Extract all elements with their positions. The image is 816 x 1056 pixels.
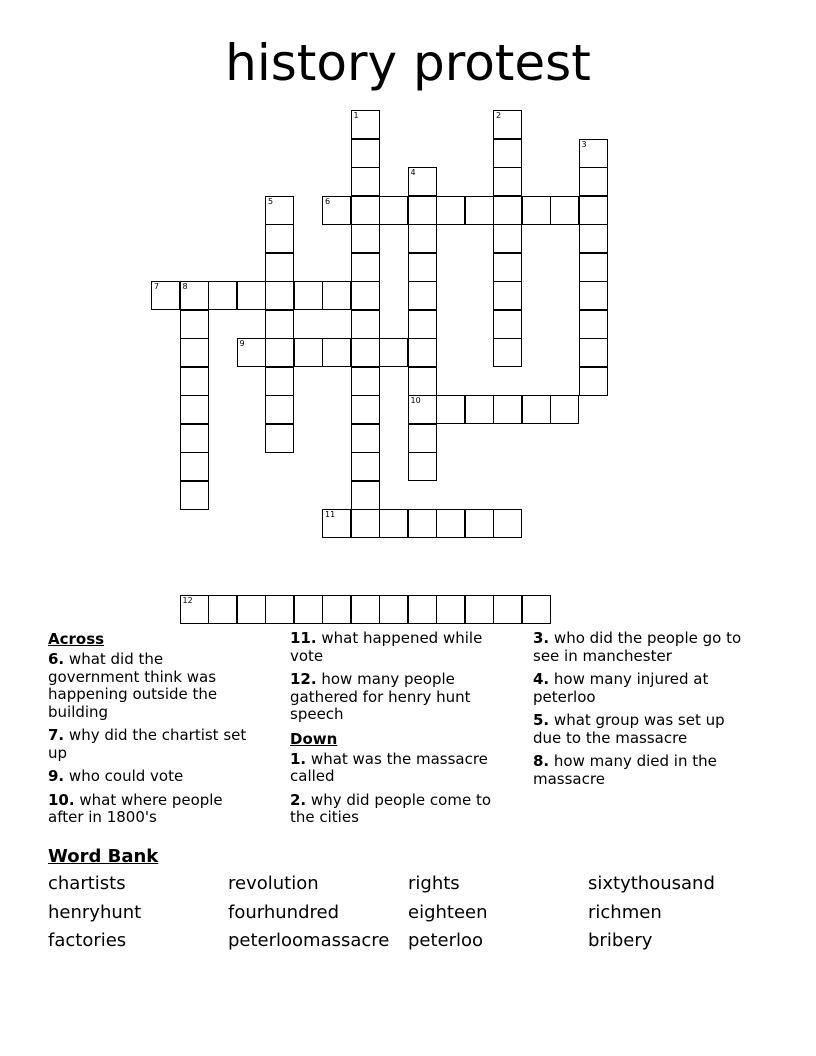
grid-cell[interactable]	[351, 110, 380, 139]
grid-cell[interactable]	[436, 395, 465, 424]
clue-down-2: 2. why did people come to the cities	[290, 790, 492, 826]
grid-cell[interactable]	[351, 167, 380, 196]
cell-number: 11	[325, 510, 336, 519]
grid-cell[interactable]	[408, 452, 437, 481]
grid-cell[interactable]	[408, 509, 437, 538]
grid-cell[interactable]	[550, 395, 579, 424]
grid-cell[interactable]	[408, 281, 437, 310]
cell-number: 12	[182, 595, 193, 605]
grid-cell[interactable]	[294, 338, 323, 367]
grid-cell[interactable]	[379, 595, 408, 624]
grid-cell[interactable]	[351, 481, 380, 510]
across-heading: Across	[48, 630, 105, 648]
clue-down-4: 4. how many injured at peterloo	[533, 670, 709, 706]
grid-cell[interactable]	[180, 424, 209, 453]
grid-cell[interactable]	[493, 310, 522, 339]
grid-cell[interactable]	[351, 338, 380, 367]
grid-cell[interactable]	[493, 509, 522, 538]
grid-cell[interactable]	[237, 338, 266, 367]
cell-number: 6	[325, 196, 331, 206]
grid-cell[interactable]	[265, 395, 294, 424]
grid-cell[interactable]	[351, 253, 380, 282]
grid-cell[interactable]	[522, 595, 551, 624]
grid-cell[interactable]	[208, 595, 237, 624]
clue-across-10: 10. what where people after in 1800's	[48, 790, 223, 826]
grid-cell[interactable]	[180, 595, 209, 624]
grid-cell[interactable]	[579, 310, 608, 339]
grid-cell[interactable]	[351, 395, 380, 424]
grid-cell[interactable]	[579, 367, 608, 396]
clues-column-2	[290, 630, 515, 833]
grid-cell[interactable]	[579, 281, 608, 310]
grid-cell[interactable]	[465, 196, 494, 225]
clues-column-1	[48, 630, 248, 833]
clue-down-8: 8. how many died in the massacre	[533, 752, 717, 788]
word-bank-title: Word Bank	[48, 846, 159, 867]
grid-cell[interactable]	[237, 281, 266, 310]
grid-cell[interactable]	[579, 224, 608, 253]
word-bank-word: peterloo	[408, 930, 484, 951]
grid-cell[interactable]	[408, 424, 437, 453]
clue-across-7: 7. why did the chartist set up	[48, 726, 247, 762]
grid-cell[interactable]	[322, 281, 351, 310]
clue-across-6: 6. what did the government think was happening outside the building	[48, 650, 218, 721]
grid-cell[interactable]	[180, 281, 209, 310]
word-bank-word: bribery	[588, 930, 653, 951]
word-bank-word: revolution	[228, 873, 319, 894]
grid-cell[interactable]	[180, 481, 209, 510]
grid-cell[interactable]	[465, 595, 494, 624]
page-title: history protest	[225, 34, 591, 92]
word-bank-word: henryhunt	[48, 902, 142, 923]
grid-cell[interactable]	[493, 224, 522, 253]
grid-cell[interactable]	[408, 338, 437, 367]
grid-cell[interactable]	[436, 509, 465, 538]
grid-cell[interactable]	[351, 310, 380, 339]
grid-cell[interactable]	[379, 196, 408, 225]
cell-number: 10	[410, 396, 421, 405]
grid-cell[interactable]	[408, 595, 437, 624]
grid-cell[interactable]	[408, 367, 437, 396]
cell-number: 1	[353, 111, 359, 120]
cell-number: 2	[496, 111, 502, 120]
grid-cell[interactable]	[322, 338, 351, 367]
grid-cell[interactable]	[265, 196, 294, 225]
grid-cell[interactable]	[265, 338, 294, 367]
clue-down-3: 3. who did the people go to see in manchester	[533, 629, 742, 665]
grid-cell[interactable]	[493, 167, 522, 196]
clue-down-5: 5. what group was set up due to the massacre	[533, 711, 725, 747]
cell-number: 7	[154, 282, 160, 291]
grid-cell[interactable]	[408, 310, 437, 339]
grid-cell[interactable]	[351, 367, 380, 396]
cell-number: 9	[239, 339, 245, 348]
clue-across-12: 12. how many people gathered for henry hunt speech	[290, 670, 471, 723]
grid-cell[interactable]	[265, 281, 294, 310]
grid-cell[interactable]	[322, 595, 351, 624]
grid-cell[interactable]	[379, 338, 408, 367]
grid-cell[interactable]	[493, 196, 522, 225]
grid-cell[interactable]	[550, 196, 579, 225]
grid-cell[interactable]	[180, 452, 209, 481]
grid-cell[interactable]	[579, 253, 608, 282]
grid-cell[interactable]	[436, 196, 465, 225]
grid-cell[interactable]	[265, 253, 294, 282]
grid-cell[interactable]	[493, 281, 522, 310]
word-bank-word: eighteen	[408, 902, 488, 923]
cell-number: 3	[581, 139, 587, 149]
grid-cell[interactable]	[408, 224, 437, 253]
grid-cell[interactable]	[493, 139, 522, 168]
grid-cell[interactable]	[237, 595, 266, 624]
down-heading: Down	[290, 729, 338, 748]
grid-cell[interactable]	[493, 110, 522, 139]
word-bank-word: rights	[408, 873, 460, 894]
grid-cell[interactable]	[493, 338, 522, 367]
grid-cell[interactable]	[265, 224, 294, 253]
grid-cell[interactable]	[493, 595, 522, 624]
grid-cell[interactable]	[351, 595, 380, 624]
grid-cell[interactable]	[322, 196, 351, 225]
grid-cell[interactable]	[351, 452, 380, 481]
grid-cell[interactable]	[151, 281, 180, 310]
clue-across-9: 9. who could vote	[48, 767, 184, 785]
grid-cell[interactable]	[379, 509, 408, 538]
grid-cell[interactable]	[436, 595, 465, 624]
grid-cell[interactable]	[265, 310, 294, 339]
grid-cell[interactable]	[579, 196, 608, 225]
grid-cell[interactable]	[493, 395, 522, 424]
grid-cell[interactable]	[180, 367, 209, 396]
grid-cell[interactable]	[294, 281, 323, 310]
grid-cell[interactable]	[180, 338, 209, 367]
grid-cell[interactable]	[579, 338, 608, 367]
word-bank-word: richmen	[588, 902, 662, 923]
grid-cell[interactable]	[294, 595, 323, 624]
grid-cell[interactable]	[579, 139, 608, 168]
grid-cell[interactable]	[265, 367, 294, 396]
clue-across-11: 11. what happened while vote	[290, 629, 483, 665]
cell-number: 8	[182, 282, 188, 291]
grid-cell[interactable]	[408, 167, 437, 196]
cell-number: 5	[268, 196, 274, 206]
grid-cell[interactable]	[208, 281, 237, 310]
grid-cell[interactable]	[322, 509, 351, 538]
clue-down-1: 1. what was the massacre called	[290, 749, 488, 785]
grid-cell[interactable]	[180, 310, 209, 339]
grid-cell[interactable]	[465, 509, 494, 538]
grid-cell[interactable]	[351, 424, 380, 453]
clues-column-3	[533, 630, 753, 794]
grid-cell[interactable]	[351, 224, 380, 253]
grid-cell[interactable]	[265, 424, 294, 453]
grid-cell[interactable]	[351, 281, 380, 310]
grid-cell[interactable]	[351, 196, 380, 225]
grid-cell[interactable]	[522, 196, 551, 225]
grid-cell[interactable]	[351, 139, 380, 168]
grid-cell[interactable]	[351, 509, 380, 538]
grid-cell[interactable]	[522, 395, 551, 424]
grid-cell[interactable]	[493, 253, 522, 282]
grid-cell[interactable]	[265, 595, 294, 624]
grid-cell[interactable]	[408, 196, 437, 225]
word-bank-word: factories	[48, 930, 127, 951]
grid-cell[interactable]	[408, 253, 437, 282]
grid-cell[interactable]	[180, 395, 209, 424]
word-bank-word: sixtythousand	[588, 873, 715, 894]
cell-number: 4	[410, 168, 416, 177]
grid-cell[interactable]	[465, 395, 494, 424]
word-bank-word: fourhundred	[228, 902, 339, 923]
grid-cell[interactable]	[579, 167, 608, 196]
word-bank-word: peterloomassacre	[228, 930, 390, 951]
grid-cell[interactable]	[408, 395, 437, 424]
word-bank-word: chartists	[48, 873, 126, 894]
